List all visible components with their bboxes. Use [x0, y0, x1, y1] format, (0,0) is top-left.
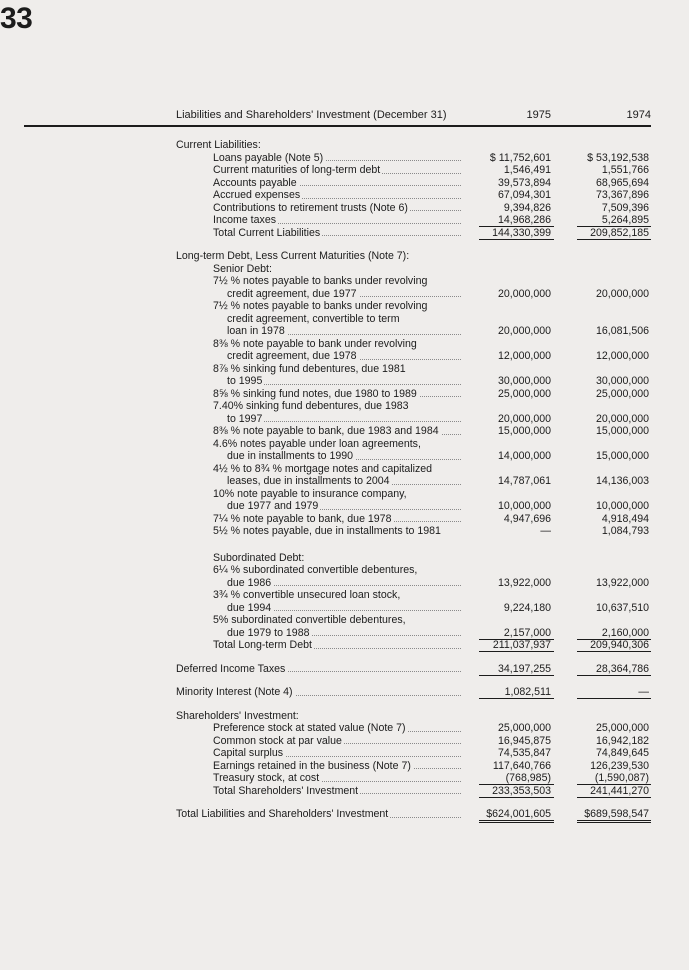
table-row [176, 177, 651, 190]
value-1975: $624,001,605 [486, 808, 551, 820]
row-label [213, 747, 461, 760]
underline [479, 214, 554, 227]
row-label-text: due 1977 and 1979 [227, 500, 319, 512]
table-row [176, 808, 651, 821]
row-label [213, 722, 461, 735]
table-row [176, 760, 651, 773]
value-1974: $ 53,192,538 [587, 151, 649, 164]
row-label [176, 139, 651, 152]
value-1974: 15,000,000 [595, 425, 649, 437]
row-label [227, 500, 461, 513]
value-1974: 1,551,766 [601, 164, 649, 176]
row-label [213, 438, 651, 451]
underline [479, 772, 554, 785]
row-label [213, 338, 651, 351]
row-label [213, 513, 461, 526]
table-row [176, 513, 651, 526]
value-1974: 74,849,645 [595, 747, 649, 759]
row-spacer [176, 239, 651, 250]
table-row [176, 400, 651, 413]
value-1974: 20,000,000 [595, 412, 649, 425]
underline [479, 663, 554, 676]
value-1975: 2,157,000 [503, 626, 551, 639]
row-label-text: 8⅞ % sinking fund debentures, due 1981 [213, 362, 406, 375]
row-label-text: due 1994 [227, 601, 272, 614]
value-1974: (1,590,087) [594, 772, 649, 784]
table-row [176, 300, 651, 313]
underline [479, 639, 554, 652]
row-label-text: 7½ % notes payable to banks under revolving [213, 300, 428, 312]
row-label-text: 8⅝ % sinking fund notes, due 1980 to 1989 [213, 387, 417, 400]
value-1975: 1,082,511 [504, 686, 551, 698]
row-label-text: Total Liabilities and Shareholders' Investment [176, 808, 389, 820]
underline [479, 686, 554, 699]
table-row [176, 488, 651, 501]
value-1975: 14,000,000 [497, 450, 551, 462]
row-label [213, 189, 461, 202]
table-row [176, 772, 651, 785]
row-label-text: Subordinated Debt: [213, 551, 305, 564]
value-1975: 12,000,000 [497, 350, 551, 362]
row-label-text: to 1995 [227, 375, 263, 387]
row-label-text: credit agreement, convertible to term [227, 312, 400, 325]
value-1975: 10,000,000 [497, 500, 551, 512]
row-spacer [176, 538, 651, 552]
table-row [176, 189, 651, 202]
value-1974: 25,000,000 [595, 387, 649, 400]
value-1975: 9,394,826 [503, 201, 551, 214]
value-1974: 20,000,000 [595, 287, 649, 300]
table-row [176, 589, 651, 602]
row-label [227, 350, 461, 363]
table-row [176, 577, 651, 590]
value-1975: 25,000,000 [497, 722, 551, 734]
row-label [213, 760, 461, 773]
row-spacer [176, 675, 651, 686]
value-1975: 39,573,894 [497, 176, 551, 189]
value-1974: 5,264,895 [601, 214, 649, 226]
underline [577, 663, 651, 676]
row-label-text: Income taxes [213, 214, 277, 226]
value-1974: 2,160,000 [601, 626, 649, 639]
table-row [176, 564, 651, 577]
value-1974: 126,239,530 [590, 759, 649, 772]
row-label-text: 3¾ % convertible unsecured loan stock, [213, 589, 401, 601]
row-label [227, 602, 461, 615]
value-1974: 7,509,396 [601, 201, 649, 214]
row-label-text: 8⅜ % note payable to bank, due 1983 and 1984 [213, 425, 439, 437]
row-label-text: 7¼ % note payable to bank, due 1978 [213, 512, 392, 525]
value-1974: 4,918,494 [601, 512, 649, 525]
value-1975: 16,945,875 [497, 734, 551, 747]
table-row [176, 350, 651, 363]
row-spacer [176, 652, 651, 663]
row-label [213, 227, 461, 240]
table-row [176, 686, 651, 699]
row-label-text: due 1986 [227, 576, 272, 589]
value-1975: 13,922,000 [497, 576, 551, 589]
row-label [213, 202, 461, 215]
row-label [227, 577, 461, 590]
table-row [176, 288, 651, 301]
underline [479, 785, 554, 798]
row-label [213, 552, 651, 565]
row-label-text: Accounts payable [213, 176, 297, 189]
row-label [213, 564, 651, 577]
row-label-text: credit agreement, due 1977 [227, 287, 357, 300]
table-row [176, 500, 651, 513]
table-row [176, 475, 651, 488]
value-1975: 9,224,180 [503, 601, 551, 614]
row-label-text: Current Liabilities: [176, 139, 261, 151]
value-1975: 144,330,399 [492, 226, 551, 239]
table-row [176, 552, 651, 565]
row-label [213, 263, 651, 276]
table-row [176, 275, 651, 288]
row-label-text: 5% subordinated convertible debentures, [213, 614, 406, 626]
value-1975: 34,197,255 [497, 662, 551, 675]
row-label [176, 663, 461, 676]
row-label-text: Earnings retained in the business (Note 7) [213, 759, 411, 772]
value-1975: 14,787,061 [497, 475, 551, 487]
row-label-text: 5½ % notes payable, due in installments to 1981 [213, 525, 441, 537]
row-label [213, 463, 651, 476]
row-label [213, 589, 651, 602]
value-1974: 10,637,510 [595, 601, 649, 614]
row-label-text: Loans payable (Note 5) [213, 151, 324, 164]
row-label [213, 214, 461, 227]
table-row [176, 525, 651, 538]
row-label-text: Shareholders' Investment: [176, 709, 299, 722]
value-1975: 1,546,491 [503, 164, 551, 176]
value-1975: 20,000,000 [497, 287, 551, 300]
underline [479, 627, 554, 640]
value-1975: 233,353,503 [492, 784, 551, 797]
row-label [213, 772, 461, 785]
table-row [176, 747, 651, 760]
row-label [213, 363, 651, 376]
table-row [176, 425, 651, 438]
value-1975: 211,037,937 [492, 639, 551, 651]
table-row [176, 388, 651, 401]
underline [577, 227, 651, 240]
row-label-text: due 1979 to 1988 [227, 626, 310, 639]
row-label-text: Long-term Debt, Less Current Maturities (Note 7): [176, 250, 410, 262]
table-row [176, 627, 651, 640]
row-label-text: Total Shareholders' Investment [213, 784, 359, 797]
table-row [176, 710, 651, 723]
row-label [213, 152, 461, 165]
row-label [213, 785, 461, 798]
row-label [213, 425, 461, 438]
table-row [176, 375, 651, 388]
value-1974: 25,000,000 [595, 722, 649, 734]
value-1974: 241,441,270 [590, 784, 649, 797]
value-1974: 15,000,000 [595, 450, 649, 462]
balance-sheet-table [176, 139, 651, 821]
row-label-text: Treasury stock, at cost [213, 772, 320, 784]
table-row [176, 735, 651, 748]
row-label-text: 8⅜ % note payable to bank under revolving [213, 337, 417, 350]
row-label-text: Total Long-term Debt [213, 639, 312, 651]
row-label-text: Capital surplus [213, 747, 284, 759]
value-1975: $ 11,752,601 [489, 151, 551, 164]
table-row [176, 363, 651, 376]
row-label [227, 375, 461, 388]
row-label [227, 450, 461, 463]
page-number: 33 [0, 2, 33, 35]
value-1975: 25,000,000 [497, 387, 551, 400]
value-1974: 12,000,000 [595, 350, 649, 362]
value-1974: 28,364,786 [595, 662, 649, 675]
row-label-text: Minority Interest (Note 4) [176, 686, 293, 698]
column-header-1975: 1975 [526, 109, 551, 121]
value-1975: (768,985) [505, 772, 551, 784]
row-label [213, 735, 461, 748]
underline [577, 785, 651, 798]
table-row [176, 227, 651, 240]
value-1975: 20,000,000 [497, 325, 551, 337]
row-label-text: 7½ % notes payable to banks under revolving [213, 275, 428, 287]
row-label-text: Senior Debt: [213, 262, 272, 275]
value-1974: 73,367,896 [595, 189, 649, 201]
statement-title: Liabilities and Shareholders' Investment (December 31) [176, 109, 447, 121]
row-label [213, 300, 651, 313]
statement-header [176, 109, 651, 125]
row-label [176, 250, 651, 263]
value-1974: 16,081,506 [595, 325, 649, 337]
table-row [176, 463, 651, 476]
row-spacer [176, 699, 651, 710]
row-label-text: 6¼ % subordinated convertible debentures, [213, 564, 418, 576]
value-1975: 67,094,301 [497, 189, 551, 201]
row-label-text: 10% note payable to insurance company, [213, 487, 407, 500]
underline [577, 214, 651, 227]
value-1975: — [540, 525, 551, 537]
value-1974: 68,965,694 [595, 176, 649, 189]
value-1975: 14,968,286 [497, 214, 551, 226]
table-row [176, 413, 651, 426]
underline [577, 772, 651, 785]
table-row [176, 614, 651, 627]
table-row [176, 313, 651, 326]
row-label [227, 627, 461, 640]
row-label-text: Common stock at par value [213, 734, 342, 747]
row-spacer [176, 797, 651, 808]
row-label-text: 4½ % to 8¾ % mortgage notes and capitalized [213, 462, 433, 475]
value-1974: 30,000,000 [595, 375, 649, 387]
table-row [176, 263, 651, 276]
row-label [213, 177, 461, 190]
row-label-text: leases, due in installments to 2004 [227, 475, 390, 487]
table-row [176, 639, 651, 652]
value-1975: 74,535,847 [497, 747, 551, 759]
underline [577, 627, 651, 640]
table-row [176, 338, 651, 351]
row-label [227, 313, 651, 326]
table-row [176, 722, 651, 735]
underline [479, 227, 554, 240]
row-label [213, 639, 461, 652]
row-label [213, 614, 651, 627]
table-row [176, 214, 651, 227]
double-underline [577, 808, 651, 823]
underline [577, 639, 651, 652]
value-1974: 209,940,306 [590, 639, 649, 651]
row-label [176, 710, 651, 723]
row-label [227, 413, 461, 426]
row-label-text: 4.6% notes payable under loan agreements, [213, 437, 421, 450]
table-row [176, 202, 651, 215]
row-label [213, 400, 651, 413]
row-label-text: loan in 1978 [227, 325, 285, 337]
value-1974: 14,136,003 [595, 475, 649, 487]
double-underline [479, 808, 554, 823]
underline [577, 686, 651, 699]
value-1975: 20,000,000 [497, 412, 551, 425]
row-label-text: Deferred Income Taxes [176, 662, 286, 675]
value-1974: 1,084,793 [601, 525, 649, 537]
row-label-text: due in installments to 1990 [227, 450, 354, 462]
table-row [176, 785, 651, 798]
row-label [213, 388, 461, 401]
value-1974: 16,942,182 [595, 734, 649, 747]
row-label-text: Preference stock at stated value (Note 7) [213, 722, 406, 734]
table-row [176, 438, 651, 451]
row-label [227, 325, 461, 338]
table-row [176, 663, 651, 676]
table-row [176, 250, 651, 263]
row-label-text: credit agreement, due 1978 [227, 350, 357, 362]
row-label [213, 275, 651, 288]
value-1974: 13,922,000 [595, 576, 649, 589]
row-label-text: Accrued expenses [213, 189, 301, 201]
value-1974: 209,852,185 [590, 226, 649, 239]
row-label [176, 808, 461, 821]
row-label [213, 525, 461, 538]
row-label [213, 488, 651, 501]
row-label [176, 686, 461, 699]
row-label-text: Total Current Liabilities [213, 226, 321, 239]
table-row [176, 325, 651, 338]
header-rule [24, 125, 651, 127]
row-label [213, 164, 461, 177]
row-label-text: Current maturities of long-term debt [213, 164, 381, 176]
table-row [176, 450, 651, 463]
row-label-text: to 1997 [227, 412, 263, 425]
table-row [176, 152, 651, 165]
value-1974: $689,598,547 [584, 808, 649, 820]
value-1975: 15,000,000 [497, 425, 551, 437]
table-row [176, 164, 651, 177]
value-1975: 117,640,766 [492, 759, 551, 772]
row-label [227, 288, 461, 301]
value-1974: 10,000,000 [595, 500, 649, 512]
row-label-text: Contributions to retirement trusts (Note 6) [213, 201, 408, 214]
row-label [227, 475, 461, 488]
column-header-1974: 1974 [626, 109, 651, 121]
value-1975: 4,947,696 [503, 512, 551, 525]
value-1975: 30,000,000 [497, 375, 551, 387]
value-1974: — [638, 686, 649, 698]
table-row [176, 602, 651, 615]
row-label-text: 7.40% sinking fund debentures, due 1983 [213, 400, 409, 412]
table-row [176, 139, 651, 152]
